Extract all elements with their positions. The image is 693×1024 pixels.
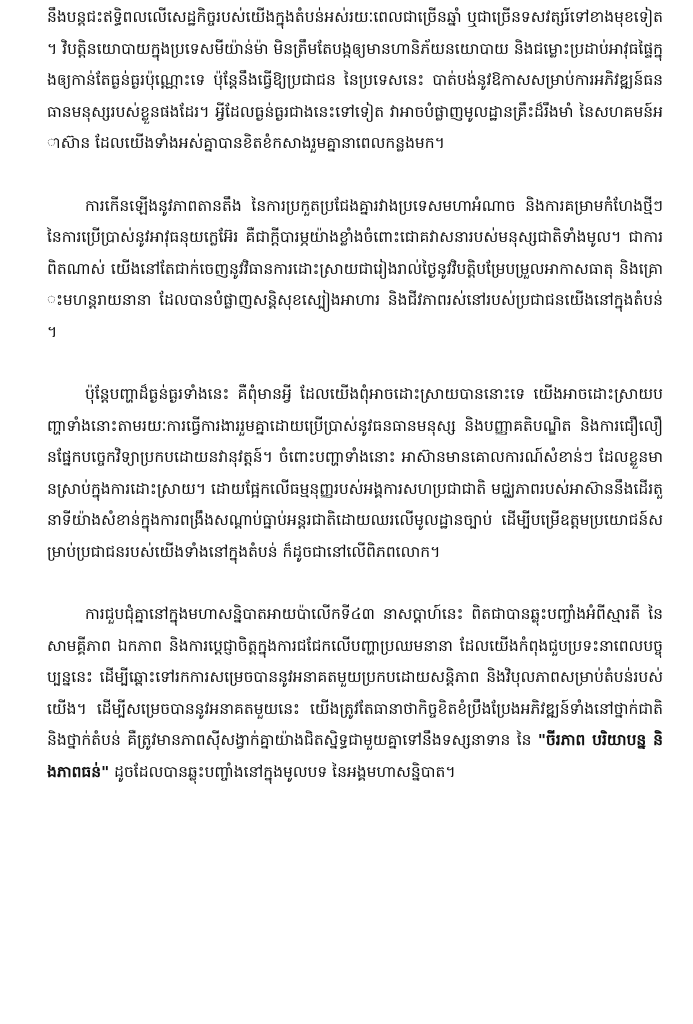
theme-quote: "ចីរភាព បរិយាបន្ន និងភាពធន់" [47, 731, 663, 781]
paragraph-tensions: ការកើនឡើងនូវភាពតានតឹង នៃការប្រកួតប្រជែងគ្នារវាងប្រទេសមហាអំណាច និងការគម្រាមកំហែងថ្មីៗ នៃការប្រើប្រាស់នូវអាវុធនុយក្លេអ៊ែរ គឺជាក្តីបារម្ភយ៉ាងខ្លាំងចំពោះជោគវាសនារបស់មនុស្សជាតិទាំងមូល។ ជាការពិតណាស់ យើងនៅតែជាក់ចេញនូវវិធានការដោះស្រាយជារៀងរាល់ថ្ងៃនូវវិបត្តិបម្រែបម្រួលអាកាសធាតុ និងគ្រោះមហន្តរាយនានា ដែលបានបំផ្លាញសន្តិសុខស្បៀងអាហារ និងជីវភាពរស់នៅរបស់ប្រជាជនយើងនៅក្នុងតំបន់។ [47, 196, 663, 341]
paragraph-assembly [47, 599, 663, 788]
paragraph-continuation: នឹងបន្តជះឥទ្ធិពលលើសេដ្ឋកិច្ចរបស់យើងក្នុងតំបន់អស់រយៈពេលជាច្រើនឆ្នាំ ឬជាច្រើនទសវត្សរ៍ទៅខាងមុខទៀត។ វិបត្តិនយោបាយក្នុងប្រទេសមីយ៉ាន់ម៉ា មិនត្រឹមតែបង្កឲ្យមានហានិភ័យនយោបាយ និងជម្លោះប្រដាប់អាវុធផ្ទៃក្នុងឲ្យកាន់តែធ្ងន់ធ្ងរប៉ុណ្ណោះទេ ប៉ុន្តែនឹងធ្វើឱ្យប្រជាជន នៃប្រទេសនេះ បាត់បង់នូវឱកាសសម្រាប់ការអភិវឌ្ឍន៍ធនធានមនុស្សរបស់ខ្លួនផងដែរ។ អ្វីដែលធ្ងន់ធ្ងរជាងនេះទៅទៀត វាអាចបំផ្លាញមូលដ្ឋានគ្រឹះដ៏រឹងមាំ នៃសហគមន៍អាស៊ាន ដែលយើងទាំងអស់គ្នាបានខិតខំកសាងរួមគ្នានាពេលកន្លងមក។ [47, 8, 664, 152]
paragraph-assembly-text-after: ដូចដែលបានឆ្លុះបញ្ចាំងនៅក្នុងមូលបទ នៃអង្គមហាសន្និបាត។ [109, 762, 456, 781]
paragraph-assembly-text-before: ការជួបជុំគ្នានៅក្នុងមហាសន្និបាតអាយប៉ាលើកទី៤៣ នាសប្តាហ៍នេះ ពិតជាបានឆ្លុះបញ្ចាំងអំពីស្មារតី នៃសាមគ្គីភាព ឯកភាព និងការប្តេជ្ញាចិត្តក្នុងការជជែកលើបញ្ហាប្រឈមនានា ដែលយើងកំពុងជួបប្រទះនាពេលបច្ចុប្បន្ននេះ ដើម្បីឆ្ពោះទៅរកការសម្រេចបាននូវអនាគតមួយប្រកបដោយសន្តិភាព និងវិបុលភាពសម្រាប់តំបន់របស់យើង។ ដើម្បីសម្រេចបាននូវអនាគតមួយនេះ យើងត្រូវតែធានាថាកិច្ចខិតខំប្រឹងប្រែងអភិវឌ្ឍន៍ទាំងនៅថ្នាក់ជាតិ និងថ្នាក់តំបន់ គឺត្រូវមានភាពស៊ីសង្វាក់គ្នាយ៉ាងជិតស្និទ្ធជាមួយគ្នាទៅនឹងទស្សនាទាន នៃ [47, 605, 663, 749]
paragraph-solutions: ប៉ុន្តែបញ្ហាដ៏ធ្ងន់ធ្ងរទាំងនេះ គឺពុំមានអ្វី ដែលយើងពុំអាចដោះស្រាយបាននោះទេ យើងអាចដោះស្រាយបញ្ហាទាំងនោះតាមរយៈការធ្វើការងាររួមគ្នាដោយប្រើប្រាស់នូវធនធានមនុស្ស និងបញ្ញាគតិបណ្ឌិត និងការជឿលឿនផ្នែកបច្ចេកវិទ្យាប្រកបដោយនវានុវត្តន៍។ ចំពោះបញ្ហាទាំងនោះ អាស៊ានមានគោលការណ៍សំខាន់ៗ ដែលខ្លួនមានស្រាប់ក្នុងការដោះស្រាយ។ ដោយផ្អែកលើធម្មនុញ្ញរបស់អង្គការសហប្រជាជាតិ មជ្ឈភាពរបស់អាស៊ាននឹងដើរតួនាទីយ៉ាងសំខាន់ក្នុងការពង្រឹងសណ្តាប់ធ្នាប់អន្តរជាតិដោយឈរលើមូលដ្ឋានច្បាប់ ដើម្បីបម្រើឧត្តមប្រយោជន៍សម្រាប់ប្រជាជនរបស់យើងទាំងនៅក្នុងតំបន់ ក៏ដូចជានៅលើពិភពលោក។ [47, 385, 664, 561]
